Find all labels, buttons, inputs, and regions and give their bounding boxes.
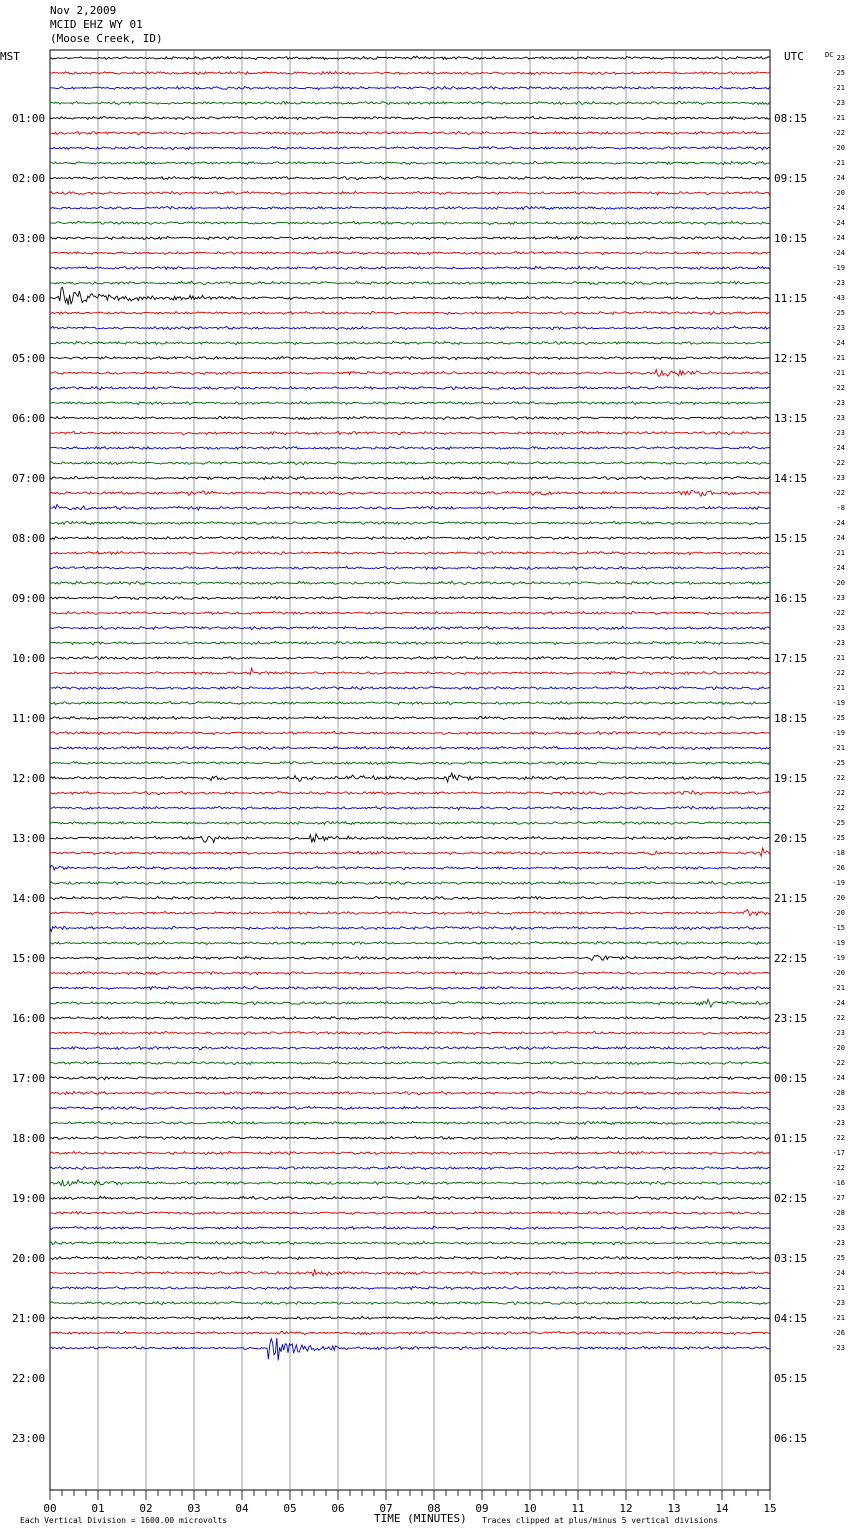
mst-hour-label: 06:00	[12, 412, 46, 425]
header-date: Nov 2,2009	[50, 4, 117, 17]
dc-offset: -21	[832, 744, 845, 752]
trace-line	[50, 581, 770, 584]
dc-offset: -24	[832, 249, 845, 257]
trace-line	[50, 641, 770, 644]
trace-line	[50, 747, 770, 750]
trace-line	[50, 86, 770, 89]
dc-offset: -23	[832, 1224, 845, 1232]
dc-offset: -23	[832, 99, 845, 107]
mst-hour-label: 01:00	[12, 112, 46, 125]
dc-offset: -20	[832, 969, 845, 977]
trace-line	[50, 221, 770, 224]
mst-hour-label: 21:00	[12, 1312, 46, 1325]
dc-offset: -22	[832, 804, 845, 812]
x-tick-label: 07	[379, 1502, 393, 1515]
utc-hour-label: 00:15	[774, 1072, 808, 1085]
dc-offset: -8	[836, 504, 845, 512]
trace-line	[50, 834, 770, 843]
dc-offset: -24	[832, 339, 845, 347]
dc-offset: -25	[832, 1254, 845, 1262]
dc-offset: -22	[832, 609, 845, 617]
dc-offset: -26	[832, 864, 845, 872]
trace-line	[50, 1287, 770, 1290]
mst-hour-label: 22:00	[12, 1372, 46, 1385]
trace-line	[50, 1016, 770, 1019]
utc-hour-label: 08:15	[774, 112, 808, 125]
utc-hour-label: 04:15	[774, 1312, 808, 1325]
mst-hour-labels	[12, 112, 45, 1445]
trace-line	[50, 356, 770, 360]
dc-offset: -23	[832, 414, 845, 422]
trace-line	[50, 910, 770, 917]
trace-line	[50, 1338, 770, 1361]
trace-line	[50, 341, 770, 344]
trace-line	[50, 656, 770, 660]
dc-offset: -24	[832, 519, 845, 527]
dc-offset: -28	[832, 1089, 845, 1097]
dc-header: DC	[825, 51, 834, 59]
trace-line	[50, 521, 770, 524]
dc-offset: -22	[832, 789, 845, 797]
mst-hour-label: 03:00	[12, 232, 46, 245]
mst-hour-label: 20:00	[12, 1252, 46, 1265]
x-tick-label: 04	[235, 1502, 249, 1515]
trace-line	[50, 668, 770, 675]
trace-line	[50, 536, 770, 539]
trace-line	[50, 490, 770, 496]
trace-line	[50, 896, 770, 899]
trace-line	[50, 1077, 770, 1080]
dc-offset: -19	[832, 729, 845, 737]
x-tick-label: 11	[571, 1502, 585, 1515]
trace-line	[50, 1106, 770, 1109]
utc-hour-label: 05:15	[774, 1372, 808, 1385]
trace-line	[50, 1121, 770, 1124]
utc-hour-label: 17:15	[774, 652, 808, 665]
dc-offset: -23	[832, 429, 845, 437]
dc-offset: -24	[832, 234, 845, 242]
trace-line	[50, 1226, 770, 1229]
x-tick-label: 06	[331, 1502, 345, 1515]
trace-line	[50, 955, 770, 960]
x-tick-label: 15	[763, 1502, 777, 1515]
mst-hour-label: 08:00	[12, 532, 46, 545]
trace-line	[50, 56, 770, 60]
trace-line	[50, 806, 770, 809]
dc-offset: -23	[832, 474, 845, 482]
trace-line	[50, 281, 770, 284]
trace-line	[50, 881, 770, 884]
dc-offset: -24	[832, 219, 845, 227]
trace-line	[50, 116, 770, 119]
dc-offset: -18	[832, 849, 845, 857]
trace-line	[50, 626, 770, 630]
dc-offset: -24	[832, 1269, 845, 1277]
trace-line	[50, 161, 770, 164]
trace-line	[50, 1196, 770, 1199]
trace-line	[50, 387, 770, 390]
dc-offset: -21	[832, 1284, 845, 1292]
trace-line	[50, 206, 770, 209]
mst-axis-title: MST	[0, 50, 20, 63]
dc-offset: 23	[836, 54, 845, 62]
dc-offset: -25	[832, 759, 845, 767]
utc-hour-label: 13:15	[774, 412, 808, 425]
trace-line	[50, 596, 770, 599]
dc-offset: -21	[832, 684, 845, 692]
mst-hour-label: 13:00	[12, 832, 46, 845]
mst-hour-label: 12:00	[12, 772, 46, 785]
dc-offset: -22	[832, 1164, 845, 1172]
trace-line	[50, 941, 770, 945]
utc-hour-label: 09:15	[774, 172, 808, 185]
trace-line	[50, 687, 770, 690]
utc-hour-label: 10:15	[774, 232, 808, 245]
trace-line	[50, 1241, 770, 1245]
dc-offset: -19	[832, 879, 845, 887]
trace-line	[50, 1332, 770, 1335]
trace-line	[50, 1211, 770, 1214]
trace-line	[50, 236, 770, 239]
dc-offset: -21	[832, 984, 845, 992]
trace-line	[50, 972, 770, 975]
dc-offset: -23	[832, 1104, 845, 1112]
trace-line	[50, 326, 770, 330]
dc-offset: -24	[832, 564, 845, 572]
trace-line	[50, 311, 770, 314]
trace-line	[50, 176, 770, 179]
trace-line	[50, 987, 770, 990]
clip-note: Traces clipped at plus/minus 5 vertical divisions	[482, 1516, 719, 1525]
dc-offset: -21	[832, 114, 845, 122]
utc-hour-label: 18:15	[774, 712, 808, 725]
dc-offset: -23	[832, 1239, 845, 1247]
mst-hour-label: 23:00	[12, 1432, 46, 1445]
utc-hour-label: 02:15	[774, 1192, 808, 1205]
dc-offset: -43	[832, 294, 845, 302]
utc-hour-label: 14:15	[774, 472, 808, 485]
trace-line	[50, 266, 770, 269]
dc-offset: -20	[832, 1044, 845, 1052]
dc-offset: -27	[832, 1194, 845, 1202]
dc-offset: -24	[832, 204, 845, 212]
utc-hour-label: 12:15	[774, 352, 808, 365]
trace-line	[50, 551, 770, 554]
dc-offset: -21	[832, 84, 845, 92]
dc-offset: -22	[832, 384, 845, 392]
dc-offset: -26	[832, 1329, 845, 1337]
trace-line	[50, 251, 770, 254]
utc-hour-labels	[774, 112, 807, 1445]
dc-offset: -21	[832, 159, 845, 167]
utc-hour-label: 19:15	[774, 772, 808, 785]
mst-hour-label: 18:00	[12, 1132, 46, 1145]
trace-line	[50, 476, 770, 480]
dc-offset: -21	[832, 354, 845, 362]
trace-line	[50, 866, 770, 870]
trace-line	[50, 1256, 770, 1259]
dc-offset: -22	[832, 1134, 845, 1142]
trace-line	[50, 1062, 770, 1065]
utc-hour-label: 11:15	[774, 292, 808, 305]
dc-offset: -25	[832, 309, 845, 317]
dc-offset: -25	[832, 834, 845, 842]
trace-line	[50, 762, 770, 765]
trace-line	[50, 716, 770, 719]
trace-line	[50, 791, 770, 795]
dc-offset: -23	[832, 1344, 845, 1352]
dc-offset: -21	[832, 1314, 845, 1322]
trace-line	[50, 566, 770, 569]
x-tick-label: 12	[619, 1502, 633, 1515]
utc-hour-label: 01:15	[774, 1132, 808, 1145]
trace-line	[50, 926, 770, 931]
trace-line	[50, 1269, 770, 1276]
dc-offset: -22	[832, 774, 845, 782]
mst-hour-label: 02:00	[12, 172, 46, 185]
trace-line	[50, 773, 770, 782]
dc-offset: -23	[832, 594, 845, 602]
dc-offset: -22	[832, 489, 845, 497]
mst-hour-label: 07:00	[12, 472, 46, 485]
dc-offset: -16	[832, 1179, 845, 1187]
dc-offset: -21	[832, 549, 845, 557]
header-station: MCID EHZ WY 01	[50, 18, 143, 31]
trace-line	[50, 999, 770, 1007]
trace-line	[50, 431, 770, 434]
dc-offset: -19	[832, 939, 845, 947]
dc-offset: -21	[832, 654, 845, 662]
dc-offset: -19	[832, 264, 845, 272]
dc-offset: -23	[832, 1299, 845, 1307]
utc-hour-label: 06:15	[774, 1432, 808, 1445]
dc-offset: -17	[832, 1149, 845, 1157]
trace-line	[50, 462, 770, 465]
dc-offset: -24	[832, 999, 845, 1007]
dc-offset: -22	[832, 129, 845, 137]
header-location: (Moose Creek, ID)	[50, 32, 163, 45]
dc-offset: -24	[832, 174, 845, 182]
dc-offset: -24	[832, 1074, 845, 1082]
dc-offset: -25	[832, 714, 845, 722]
trace-line	[50, 447, 770, 450]
utc-hour-label: 15:15	[774, 532, 808, 545]
mst-hour-label: 17:00	[12, 1072, 46, 1085]
dc-offset: -25	[832, 819, 845, 827]
dc-offset: -22	[832, 1014, 845, 1022]
dc-offset: -15	[832, 924, 845, 932]
mst-hour-label: 10:00	[12, 652, 46, 665]
trace-line	[50, 147, 770, 150]
mst-hour-label: 11:00	[12, 712, 46, 725]
x-tick-label: 05	[283, 1502, 297, 1515]
dc-offset: -22	[832, 459, 845, 467]
dc-offset: -23	[832, 639, 845, 647]
dc-offset: -21	[832, 369, 845, 377]
dc-offset: -23	[832, 324, 845, 332]
dc-offset: -20	[832, 894, 845, 902]
trace-line	[50, 611, 770, 614]
dc-offset: -25	[832, 69, 845, 77]
trace-line	[50, 132, 770, 135]
mst-hour-label: 05:00	[12, 352, 46, 365]
utc-axis-title: UTC	[784, 50, 804, 63]
trace-line	[50, 505, 770, 511]
mst-hour-label: 16:00	[12, 1012, 46, 1025]
dc-offset: -20	[832, 144, 845, 152]
trace-line	[50, 1316, 770, 1319]
trace-line	[50, 401, 770, 404]
trace-line	[50, 847, 770, 856]
trace-line	[50, 417, 770, 420]
utc-hour-label: 21:15	[774, 892, 808, 905]
dc-offset: -20	[832, 579, 845, 587]
utc-hour-label: 03:15	[774, 1252, 808, 1265]
x-tick-label: 10	[523, 1502, 537, 1515]
seismic-traces	[50, 56, 770, 1360]
dc-offset: -23	[832, 1119, 845, 1127]
trace-line	[50, 191, 770, 194]
dc-offset: -22	[832, 669, 845, 677]
scale-note: Each Vertical Division = 1600.00 microvolts	[20, 1516, 228, 1525]
dc-offset: -20	[832, 189, 845, 197]
dc-offset: -19	[832, 954, 845, 962]
utc-hour-label: 16:15	[774, 592, 808, 605]
dc-offset: -28	[832, 1209, 845, 1217]
mst-hour-label: 19:00	[12, 1192, 46, 1205]
trace-line	[50, 101, 770, 104]
utc-hour-label: 23:15	[774, 1012, 808, 1025]
utc-hour-label: 22:15	[774, 952, 808, 965]
dc-offset: -23	[832, 279, 845, 287]
utc-hour-label: 20:15	[774, 832, 808, 845]
trace-line	[50, 71, 770, 74]
trace-line	[50, 1166, 770, 1169]
mst-hour-label: 15:00	[12, 952, 46, 965]
dc-offset: -20	[832, 909, 845, 917]
trace-line	[50, 1091, 770, 1095]
trace-line	[50, 701, 770, 704]
dc-offset: -19	[832, 699, 845, 707]
mst-hour-label: 04:00	[12, 292, 46, 305]
x-tick-label: 00	[43, 1502, 57, 1515]
trace-line	[50, 1047, 770, 1050]
x-tick-label: 09	[475, 1502, 489, 1515]
trace-line	[50, 1031, 770, 1034]
trace-line	[50, 731, 770, 734]
dc-offset: -22	[832, 1059, 845, 1067]
x-tick-label: 08	[427, 1502, 441, 1515]
trace-line	[50, 288, 770, 305]
dc-offset: -24	[832, 534, 845, 542]
trace-line	[50, 1302, 770, 1305]
x-tick-label: 01	[91, 1502, 105, 1515]
mst-hour-label: 14:00	[12, 892, 46, 905]
trace-line	[50, 821, 770, 824]
x-tick-label: 14	[715, 1502, 729, 1515]
trace-line	[50, 370, 770, 377]
x-tick-label: 02	[139, 1502, 153, 1515]
trace-line	[50, 1180, 770, 1186]
plot-frame	[50, 50, 770, 1490]
dc-offset: -23	[832, 624, 845, 632]
trace-line	[50, 1136, 770, 1139]
x-tick-label: 13	[667, 1502, 681, 1515]
dc-offset: -23	[832, 1029, 845, 1037]
trace-line	[50, 1151, 770, 1154]
mst-hour-label: 09:00	[12, 592, 46, 605]
x-axis-label: TIME (MINUTES)	[374, 1512, 467, 1525]
dc-offset: -24	[832, 444, 845, 452]
dc-offset: -23	[832, 399, 845, 407]
x-tick-label: 03	[187, 1502, 201, 1515]
dc-offset-labels	[832, 54, 845, 1352]
